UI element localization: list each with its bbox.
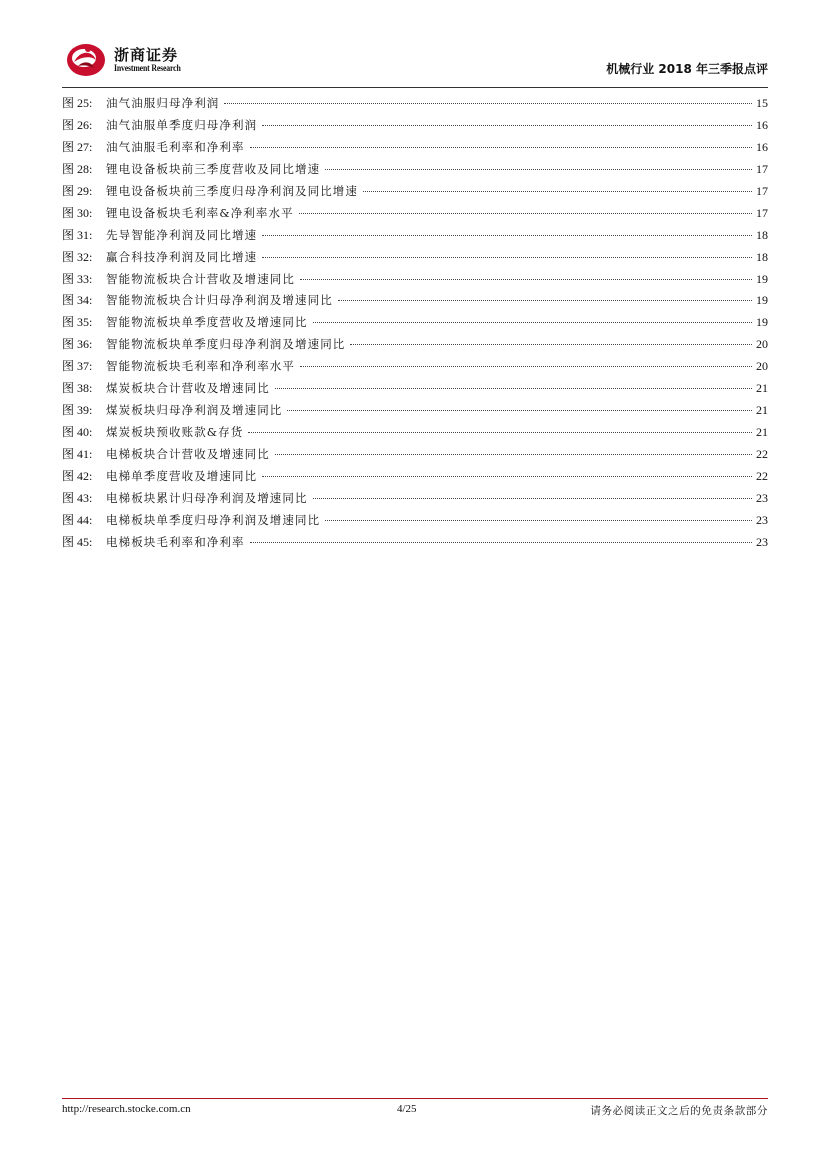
toc-entry-title: 电梯板块累计归母净利润及增速同比 — [106, 490, 308, 505]
toc-dot-leader — [338, 300, 752, 301]
toc-entry-number: 图 45: — [62, 534, 93, 549]
toc-entry-page: 16 — [756, 139, 768, 154]
toc-entry-number: 图 44: — [62, 512, 93, 527]
toc-entry[interactable] — [62, 379, 768, 401]
toc-entry-number: 图 31: — [62, 227, 93, 242]
toc-entry[interactable] — [62, 467, 768, 489]
toc-entry-number: 图 34: — [62, 293, 93, 308]
toc-entry-number: 图 26: — [62, 117, 93, 132]
toc-entry-title: 智能物流板块单季度归母净利润及增速同比 — [106, 337, 346, 352]
toc-entry-title: 电梯单季度营收及增速同比 — [106, 468, 258, 483]
toc-entry-title: 锂电设备板块毛利率&净利率水平 — [106, 205, 294, 220]
toc-entry-title: 煤炭板块归母净利润及增速同比 — [106, 403, 283, 418]
toc-entry-page: 23 — [756, 512, 768, 527]
toc-entry-title: 智能物流板块合计归母净利润及增速同比 — [106, 293, 333, 308]
toc-entry[interactable] — [62, 291, 768, 313]
toc-entry-title: 先导智能净利润及同比增速 — [106, 227, 258, 242]
toc-dot-leader — [262, 235, 752, 236]
toc-entry-page: 19 — [756, 271, 768, 286]
toc-entry-number: 图 30: — [62, 205, 93, 220]
toc-dot-leader — [325, 169, 752, 170]
toc-entry[interactable] — [62, 533, 768, 555]
toc-entry-page: 22 — [756, 468, 768, 483]
toc-dot-leader — [250, 147, 752, 148]
toc-entry-title: 锂电设备板块前三季度营收及同比增速 — [106, 161, 321, 176]
toc-entry-title: 煤炭板块合计营收及增速同比 — [106, 381, 270, 396]
toc-entry-page: 21 — [756, 425, 768, 440]
toc-entry[interactable] — [62, 270, 768, 292]
toc-entry[interactable] — [62, 248, 768, 270]
toc-entry-page: 19 — [756, 293, 768, 308]
logo-mark-icon — [64, 40, 108, 78]
toc-dot-leader — [363, 191, 752, 192]
toc-entry-title: 电梯板块合计营收及增速同比 — [106, 447, 270, 461]
toc-entry-title: 电梯板块毛利率和净利率 — [106, 534, 245, 549]
toc-entry[interactable] — [62, 226, 768, 248]
toc-dot-leader — [262, 125, 752, 126]
toc-entry-page: 18 — [756, 249, 768, 264]
toc-entry-number: 图 29: — [62, 183, 93, 198]
report-title: 机械行业 2018 年三季报点评 — [606, 62, 768, 76]
toc-entry[interactable] — [62, 423, 768, 445]
toc-entry-title: 赢合科技净利润及同比增速 — [106, 249, 258, 264]
header-divider — [62, 87, 768, 88]
logo-chinese-name: 浙商证券 — [114, 46, 179, 64]
toc-entry-title: 油气油服单季度归母净利润 — [106, 117, 258, 132]
toc-entry[interactable] — [62, 511, 768, 533]
toc-entry-number: 图 25: — [62, 96, 93, 110]
toc-entry[interactable] — [62, 204, 768, 226]
toc-entry-page: 16 — [756, 117, 768, 132]
toc-entry-number: 图 35: — [62, 315, 93, 330]
toc-dot-leader — [262, 476, 752, 477]
toc-entry-page: 15 — [756, 96, 768, 110]
toc-dot-leader — [287, 410, 752, 411]
footer-disclaimer: 请务必阅读正文之后的免责条款部分 — [590, 1105, 768, 1117]
toc-entry-number: 图 39: — [62, 403, 93, 418]
toc-entry-page: 23 — [756, 534, 768, 549]
toc-entry-page: 17 — [756, 205, 768, 220]
footer-website-link[interactable]: http://research.stocke.com.cn — [62, 1103, 191, 1115]
toc-entry-title: 智能物流板块合计营收及增速同比 — [106, 271, 295, 286]
toc-entry[interactable] — [62, 401, 768, 423]
toc-entry-page: 23 — [756, 490, 768, 505]
toc-entry-number: 图 33: — [62, 271, 93, 286]
toc-entry-title: 煤炭板块预收账款&存货 — [106, 425, 244, 440]
toc-dot-leader — [248, 432, 752, 433]
toc-entry[interactable] — [62, 160, 768, 182]
toc-entry[interactable] — [62, 116, 768, 138]
toc-entry-page: 17 — [756, 161, 768, 176]
toc-entry[interactable] — [62, 489, 768, 511]
toc-dot-leader — [300, 279, 752, 280]
toc-entry-page: 21 — [756, 381, 768, 396]
toc-dot-leader — [275, 454, 752, 455]
footer-divider — [62, 1098, 768, 1099]
toc-entry-page: 22 — [756, 447, 768, 461]
toc-dot-leader — [350, 344, 752, 345]
toc-entry-page: 20 — [756, 337, 768, 352]
toc-entry-page: 20 — [756, 359, 768, 374]
toc-dot-leader — [325, 520, 752, 521]
toc-entry-number: 图 37: — [62, 359, 93, 374]
figure-list — [62, 94, 768, 555]
toc-entry[interactable] — [62, 138, 768, 160]
toc-entry-number: 图 28: — [62, 161, 93, 176]
page-number: 4/25 — [397, 1103, 417, 1115]
company-logo — [64, 40, 184, 80]
toc-entry[interactable] — [62, 182, 768, 204]
toc-entry[interactable] — [62, 313, 768, 335]
toc-entry-number: 图 32: — [62, 249, 93, 264]
toc-entry-number: 图 36: — [62, 337, 93, 352]
toc-entry-title: 智能物流板块毛利率和净利率水平 — [106, 359, 295, 374]
toc-entry-number: 图 40: — [62, 425, 93, 440]
toc-entry[interactable] — [62, 335, 768, 357]
toc-entry-number: 图 27: — [62, 139, 93, 154]
toc-entry-title: 锂电设备板块前三季度归母净利润及同比增速 — [106, 183, 358, 198]
toc-dot-leader — [275, 388, 752, 389]
toc-entry-title: 电梯板块单季度归母净利润及增速同比 — [106, 512, 321, 527]
toc-dot-leader — [313, 498, 752, 499]
toc-entry-page: 19 — [756, 315, 768, 330]
toc-entry-number: 图 43: — [62, 490, 93, 505]
toc-entry-page: 17 — [756, 183, 768, 198]
toc-dot-leader — [299, 213, 752, 214]
logo-english-name: Investment Research — [114, 64, 181, 74]
toc-entry-page: 21 — [756, 403, 768, 418]
toc-entry[interactable] — [62, 94, 768, 116]
toc-entry-number: 图 38: — [62, 381, 93, 396]
toc-entry[interactable] — [62, 445, 768, 467]
toc-entry-title: 油气油服归母净利润 — [106, 96, 220, 110]
toc-entry-page: 18 — [756, 227, 768, 242]
toc-entry[interactable] — [62, 357, 768, 379]
page-header — [62, 40, 768, 86]
toc-dot-leader — [313, 322, 752, 323]
toc-entry-number: 图 42: — [62, 468, 93, 483]
toc-dot-leader — [224, 103, 752, 104]
toc-entry-title: 智能物流板块单季度营收及增速同比 — [106, 315, 308, 330]
toc-dot-leader — [262, 257, 752, 258]
toc-entry-title: 油气油服毛利率和净利率 — [106, 139, 245, 154]
toc-entry-number: 图 41: — [62, 447, 93, 461]
toc-dot-leader — [250, 542, 752, 543]
toc-dot-leader — [300, 366, 752, 367]
